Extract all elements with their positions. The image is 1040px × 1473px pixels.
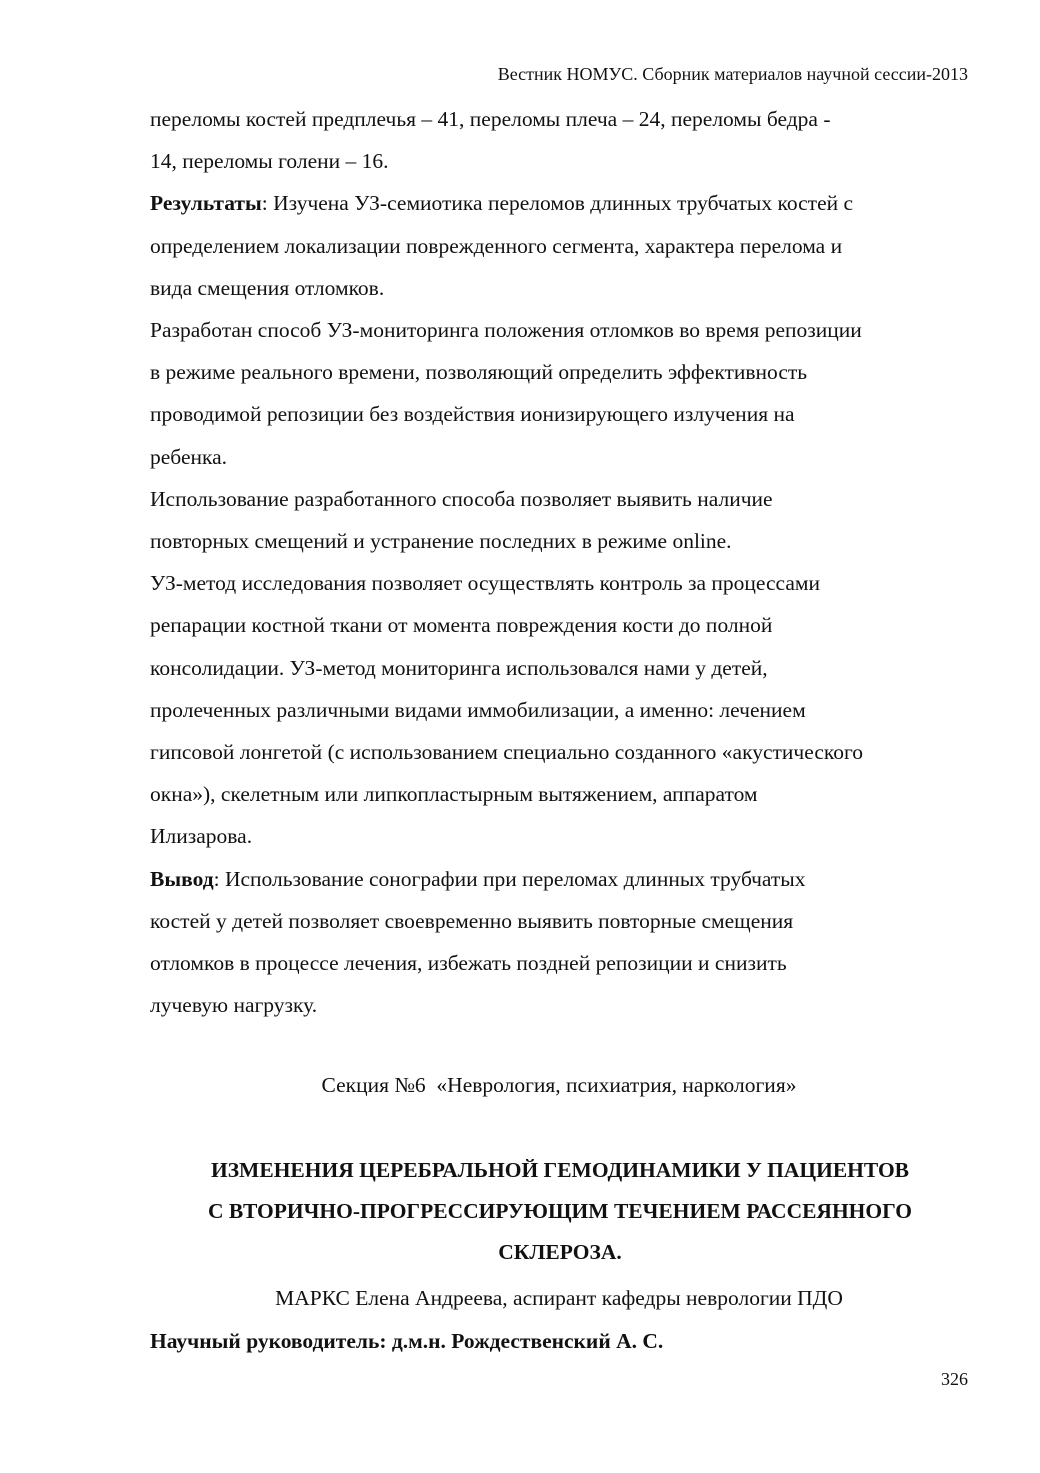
text-line: повторных смещений и устранение последних в режиме online.: [150, 529, 732, 554]
text-line: гипсовой лонгетой (с использованием специально созданного «акустического: [150, 740, 864, 765]
text-fragment: : Использование сонографии при переломах длинных трубчатых: [213, 866, 806, 891]
paragraph-conclusion: [150, 858, 980, 1027]
article-body: [150, 98, 980, 1026]
text-line: отломков в процессе лечения, избежать поздней репозиции и снизить: [150, 951, 787, 976]
text-line: [150, 858, 980, 900]
title-line: СКЛЕРОЗА.: [498, 1240, 622, 1264]
page-number: 326: [941, 1369, 968, 1389]
paragraph-monitoring: [150, 562, 980, 857]
article-title: [150, 1150, 970, 1273]
author-line: МАРКС Елена Андреева, аспирант кафедры неврологии ПДО: [275, 1286, 843, 1310]
text-line: определением локализации поврежденного сегмента, характера перелома и: [150, 233, 843, 258]
title-line: С ВТОРИЧНО-ПРОГРЕССИРУЮЩИМ ТЕЧЕНИЕМ РАССЕЯННОГО: [208, 1199, 912, 1223]
paragraph-method: [150, 309, 980, 478]
text-line: 14, переломы голени – 16.: [150, 149, 389, 174]
paragraph-usage: [150, 478, 980, 562]
text-line: проводимой репозиции без воздействия ионизирующего излучения на: [150, 402, 795, 427]
title-line: ИЗМЕНЕНИЯ ЦЕРЕБРАЛЬНОЙ ГЕМОДИНАМИКИ У ПАЦИЕНТОВ: [210, 1158, 910, 1182]
supervisor-line: Научный руководитель: д.м.н. Рождественский А. С.: [150, 1329, 664, 1353]
paragraph-results: [150, 182, 980, 309]
text-line: ребенка.: [150, 444, 228, 469]
text-line: Илизарова.: [150, 824, 253, 849]
text-line: УЗ-метод исследования позволяет осуществлять контроль за процессами: [150, 571, 821, 596]
results-label: Результаты: [150, 191, 262, 216]
text-fragment: : Изучена УЗ-семиотика переломов длинных трубчатых костей с: [261, 191, 854, 216]
paragraph-fracture-counts: [150, 98, 980, 182]
text-line: лучевую нагрузку.: [150, 993, 318, 1018]
text-line: [150, 182, 980, 224]
text-line: Разработан способ УЗ-мониторинга положения отломков во время репозиции: [150, 318, 862, 343]
text-line: костей у детей позволяет своевременно выявить повторные смещения: [150, 908, 794, 933]
text-line: в режиме реального времени, позволяющий определить эффективность: [150, 360, 808, 385]
text-line: консолидации. УЗ-метод мониторинга использовался нами у детей,: [150, 655, 768, 680]
text-line: Использование разработанного способа позволяет выявить наличие: [150, 486, 773, 511]
text-line: пролеченных различными видами иммобилизации, а именно: лечением: [150, 697, 806, 722]
conclusion-label: Вывод: [150, 866, 214, 891]
text-line: окна»), скелетным или липкопластырным вытяжением, аппаратом: [150, 782, 758, 807]
text-line: вида смещения отломков.: [150, 275, 385, 300]
text-line: репарации костной ткани от момента повреждения кости до полной: [150, 613, 773, 638]
running-header: Вестник НОМУС. Сборник материалов научной сессии-2013: [497, 64, 968, 84]
section-heading: Секция №6 «Неврология, психиатрия, наркология»: [321, 1073, 797, 1097]
text-line: переломы костей предплечья – 41, переломы плеча – 24, переломы бедра -: [150, 107, 831, 131]
